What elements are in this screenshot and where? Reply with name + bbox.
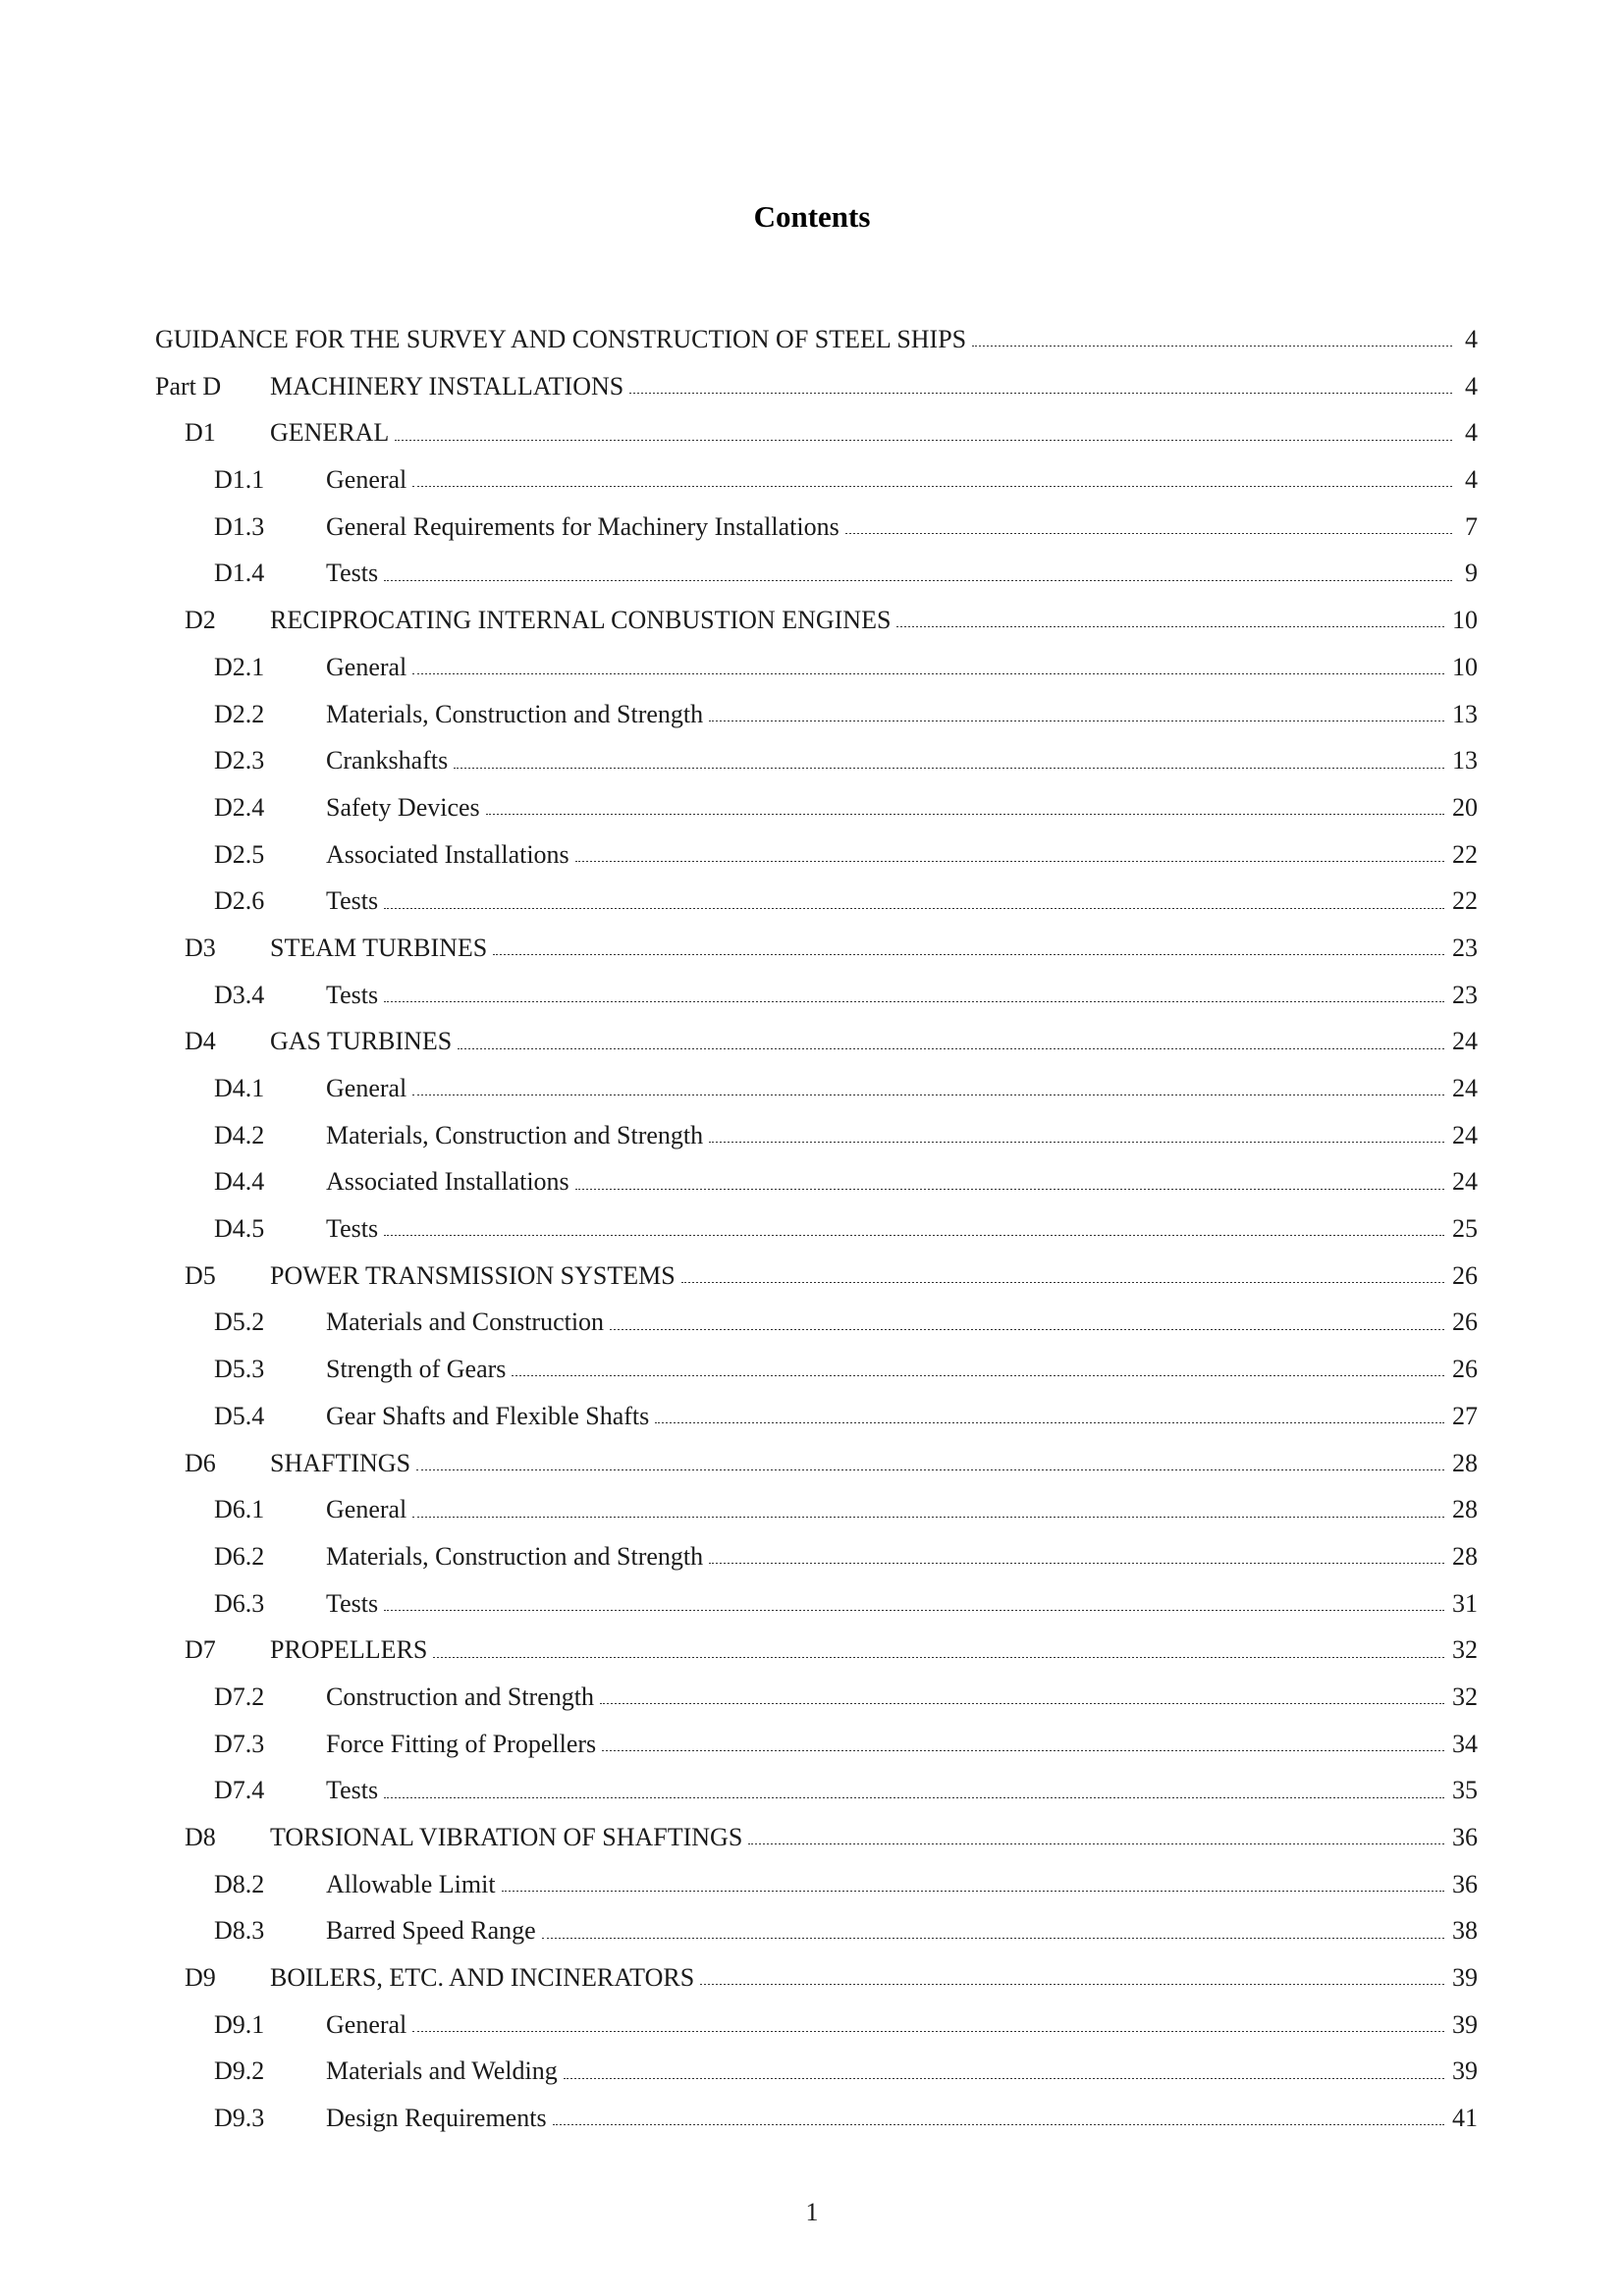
toc-entry-page: 10	[1452, 606, 1478, 635]
toc-entry-title: Materials, Construction and Strength	[326, 1120, 704, 1149]
page-number: 1	[805, 2198, 819, 2226]
toc-entry-number: D3	[185, 933, 216, 962]
toc-entry-title: Construction and Strength	[326, 1682, 594, 1711]
toc-entry-number: D4.5	[214, 1214, 265, 1244]
toc-entry-page: 32	[1452, 1635, 1478, 1665]
toc-entry-title: Allowable Limit	[326, 1869, 496, 1898]
toc-entry-page: 26	[1452, 1355, 1478, 1384]
toc-entry-title: POWER TRANSMISSION SYSTEMS	[270, 1260, 676, 1290]
toc-entry[interactable]	[155, 456, 1478, 504]
dot-leader	[845, 533, 1452, 534]
toc-entry-title: SHAFTINGS	[270, 1448, 411, 1477]
toc-entry-page: 36	[1452, 1823, 1478, 1851]
toc-entry[interactable]	[155, 1018, 1478, 1065]
toc-entry-number: D5.3	[214, 1355, 265, 1384]
toc-entry-title: TORSIONAL VIBRATION OF SHAFTINGS	[270, 1823, 743, 1851]
toc-entry-number: D3.4	[214, 980, 265, 1009]
toc-entry-page: 20	[1452, 792, 1478, 822]
toc-entry-page: 39	[1452, 2009, 1478, 2039]
toc-entry[interactable]	[155, 1393, 1478, 1440]
dot-leader	[384, 1001, 1444, 1002]
toc-entry-title: PROPELLERS	[270, 1635, 428, 1665]
dot-leader	[896, 626, 1444, 627]
toc-entry-page: 36	[1452, 1869, 1478, 1898]
toc-entry-page: 22	[1452, 839, 1478, 869]
dot-leader	[384, 1797, 1444, 1798]
dot-leader	[433, 1657, 1444, 1658]
page-title: Contents	[753, 199, 871, 234]
dot-leader	[384, 908, 1444, 909]
dot-leader	[542, 1938, 1444, 1939]
toc-entry-number: Part D	[155, 371, 222, 400]
toc-entry-number: D4	[185, 1027, 216, 1056]
toc-entry-number: D2.6	[214, 886, 265, 916]
toc-entry-title: Force Fitting of Propellers	[326, 1729, 597, 1758]
toc-entry-title: Materials and Welding	[326, 2056, 558, 2086]
toc-entry-page: 41	[1452, 2104, 1478, 2133]
dot-leader	[709, 1563, 1444, 1564]
toc-entry-page: 28	[1452, 1495, 1478, 1524]
toc-entry-title: Safety Devices	[326, 792, 480, 822]
toc-entry-title: Tests	[326, 1588, 379, 1618]
toc-entry-title: General	[326, 652, 407, 681]
toc-entry-title: General	[326, 1074, 407, 1102]
toc-entry[interactable]	[155, 1954, 1478, 2002]
toc-entry-number: D6.3	[214, 1588, 265, 1618]
toc-entry-number: D7.2	[214, 1682, 265, 1711]
toc-entry-number: D1	[185, 418, 216, 448]
toc-entry-number: D4.2	[214, 1120, 265, 1149]
toc-entry-title: General	[326, 2009, 407, 2039]
toc-entry-title: Associated Installations	[326, 1167, 569, 1197]
toc-entry[interactable]	[155, 1440, 1478, 1487]
toc-entry-number: D6.1	[214, 1495, 265, 1524]
toc-entry-title: MACHINERY INSTALLATIONS	[270, 371, 624, 400]
toc-entry-title: Tests	[326, 1776, 379, 1805]
dot-leader	[575, 1189, 1444, 1190]
dot-leader	[416, 1469, 1444, 1470]
toc-entry[interactable]	[155, 1627, 1478, 1674]
toc-entry-page: 35	[1452, 1776, 1478, 1805]
toc-entry-title: Gear Shafts and Flexible Shafts	[326, 1401, 650, 1430]
toc-entry-page: 24	[1452, 1027, 1478, 1056]
toc-entry-number: D7.3	[214, 1729, 265, 1758]
toc-entry-number: D9.1	[214, 2009, 265, 2039]
toc-entry-number: D9.2	[214, 2056, 265, 2086]
toc-entry[interactable]	[155, 1861, 1478, 1908]
toc-entry-title: GAS TURBINES	[270, 1027, 453, 1056]
toc-entry-title: RECIPROCATING INTERNAL CONBUSTION ENGINES	[270, 606, 892, 635]
toc-entry-title: General	[326, 465, 407, 495]
toc-entry[interactable]	[155, 1299, 1478, 1346]
toc-entry-page: 4	[1465, 371, 1478, 400]
toc-entry-number: D4.4	[214, 1167, 265, 1197]
toc-entry[interactable]	[155, 409, 1478, 456]
toc-entry-number: D8	[185, 1823, 216, 1851]
toc-entry-title: Tests	[326, 886, 379, 916]
toc-entry-page: 31	[1452, 1588, 1478, 1618]
toc-entry-page: 24	[1452, 1074, 1478, 1102]
toc-entry[interactable]	[155, 831, 1478, 879]
toc-entry[interactable]	[155, 550, 1478, 597]
toc-entry[interactable]	[155, 972, 1478, 1019]
toc-entry-title: Materials, Construction and Strength	[326, 1541, 704, 1571]
dot-leader	[602, 1750, 1444, 1751]
toc-entry-number: D2.2	[214, 699, 265, 728]
toc-entry[interactable]	[155, 1767, 1478, 1814]
dot-leader	[384, 1235, 1444, 1236]
toc-entry-number: D2.3	[214, 746, 265, 775]
dot-leader	[412, 486, 1452, 487]
toc-entry-number: D5	[185, 1260, 216, 1290]
toc-entry[interactable]	[155, 1346, 1478, 1393]
dot-leader	[412, 2031, 1444, 2032]
toc-entry[interactable]	[155, 1158, 1478, 1205]
toc-entry-title: GUIDANCE FOR THE SURVEY AND CONSTRUCTION OF STEEL SHIPS	[155, 325, 967, 353]
toc-entry[interactable]	[155, 1674, 1478, 1721]
dot-leader	[502, 1891, 1444, 1892]
toc-entry[interactable]	[155, 737, 1478, 784]
toc-entry-title: STEAM TURBINES	[270, 933, 488, 962]
toc-entry-page: 27	[1452, 1401, 1478, 1430]
toc-entry-page: 7	[1465, 511, 1478, 541]
toc-entry-number: D2.1	[214, 652, 265, 681]
toc-entry[interactable]	[155, 1533, 1478, 1580]
toc-entry-title: Crankshafts	[326, 746, 449, 775]
toc-entry-number: D8.2	[214, 1869, 265, 1898]
toc-entry-page: 4	[1465, 418, 1478, 448]
dot-leader	[700, 1984, 1444, 1985]
toc-entry[interactable]	[155, 504, 1478, 551]
dot-leader	[493, 954, 1444, 955]
toc-entry-number: D9.3	[214, 2104, 265, 2133]
toc-entry-number: D4.1	[214, 1074, 265, 1102]
toc-entry[interactable]	[155, 597, 1478, 644]
dot-leader	[655, 1422, 1444, 1423]
toc-entry-page: 4	[1465, 465, 1478, 495]
toc-entry[interactable]	[155, 1721, 1478, 1768]
dot-leader	[709, 1142, 1444, 1143]
toc-entry[interactable]	[155, 691, 1478, 738]
toc-entry-page: 4	[1465, 325, 1478, 353]
toc-entry-number: D1.3	[214, 511, 265, 541]
dot-leader	[384, 580, 1452, 581]
dot-leader	[748, 1843, 1444, 1844]
toc-entry-number: D5.4	[214, 1401, 265, 1430]
toc-entry[interactable]	[155, 2048, 1478, 2095]
toc-entry-number: D2.5	[214, 839, 265, 869]
dot-leader	[610, 1329, 1444, 1330]
toc-entry-title: Tests	[326, 559, 379, 588]
toc-entry[interactable]	[155, 1580, 1478, 1628]
toc-entry-number: D8.3	[214, 1916, 265, 1946]
toc-entry[interactable]	[155, 363, 1478, 410]
toc-entry-page: 24	[1452, 1167, 1478, 1197]
toc-entry-page: 23	[1452, 980, 1478, 1009]
toc-entry-page: 34	[1452, 1729, 1478, 1758]
dot-leader	[458, 1048, 1444, 1049]
toc-entry[interactable]	[155, 1814, 1478, 1861]
dot-leader	[600, 1703, 1444, 1704]
toc-entry[interactable]	[155, 1907, 1478, 1954]
dot-leader	[412, 1517, 1444, 1518]
toc-entry-page: 25	[1452, 1214, 1478, 1244]
dot-leader	[575, 861, 1444, 862]
toc-entry[interactable]	[155, 878, 1478, 925]
toc-entry-page: 28	[1452, 1448, 1478, 1477]
toc-entry-number: D1.1	[214, 465, 265, 495]
toc-entry-number: D9	[185, 1963, 216, 1993]
toc-entry-page: 13	[1452, 746, 1478, 775]
toc-entry[interactable]	[155, 1112, 1478, 1159]
toc-entry-number: D2	[185, 606, 216, 635]
dot-leader	[972, 346, 1452, 347]
toc-entry[interactable]	[155, 784, 1478, 831]
toc-entry[interactable]	[155, 925, 1478, 972]
dot-leader	[629, 393, 1452, 394]
toc-entry-page: 24	[1452, 1120, 1478, 1149]
toc-entry-title: Strength of Gears	[326, 1355, 507, 1384]
toc-entry[interactable]	[155, 2095, 1478, 2142]
toc-entry-title: General	[326, 1495, 407, 1524]
toc-entry[interactable]	[155, 1486, 1478, 1533]
dot-leader	[384, 1610, 1444, 1611]
toc-entry-page: 39	[1452, 1963, 1478, 1993]
dot-leader	[512, 1375, 1444, 1376]
dot-leader	[454, 768, 1444, 769]
toc-entry[interactable]	[155, 2002, 1478, 2049]
toc-entry-title: Barred Speed Range	[326, 1916, 536, 1946]
toc-entry-title: General Requirements for Machinery Installations	[326, 511, 839, 541]
table-of-contents	[155, 316, 1478, 2142]
toc-entry-number: D2.4	[214, 792, 265, 822]
toc-entry-page: 10	[1452, 652, 1478, 681]
toc-entry-title: BOILERS, ETC. AND INCINERATORS	[270, 1963, 695, 1993]
toc-entry-page: 22	[1452, 886, 1478, 916]
toc-entry-number: D7	[185, 1635, 216, 1665]
dot-leader	[564, 2078, 1444, 2079]
toc-entry[interactable]	[155, 1205, 1478, 1253]
dot-leader	[486, 814, 1444, 815]
toc-entry-number: D6.2	[214, 1541, 265, 1571]
toc-entry-title: GENERAL	[270, 418, 390, 448]
toc-entry-title: Tests	[326, 980, 379, 1009]
toc-entry-title: Associated Installations	[326, 839, 569, 869]
toc-entry-page: 26	[1452, 1260, 1478, 1290]
toc-entry-page: 9	[1465, 559, 1478, 588]
toc-entry-page: 38	[1452, 1916, 1478, 1946]
toc-entry-number: D6	[185, 1448, 216, 1477]
toc-entry-page: 26	[1452, 1308, 1478, 1337]
toc-entry-page: 23	[1452, 933, 1478, 962]
toc-entry[interactable]	[155, 316, 1478, 363]
dot-leader	[395, 440, 1452, 441]
toc-entry[interactable]	[155, 644, 1478, 691]
toc-entry[interactable]	[155, 1065, 1478, 1112]
toc-entry-page: 28	[1452, 1541, 1478, 1571]
toc-entry-page: 39	[1452, 2056, 1478, 2086]
dot-leader	[681, 1282, 1444, 1283]
toc-entry[interactable]	[155, 1253, 1478, 1300]
toc-entry-number: D5.2	[214, 1308, 265, 1337]
toc-entry-title: Design Requirements	[326, 2104, 547, 2133]
toc-entry-title: Materials and Construction	[326, 1308, 605, 1337]
toc-entry-page: 13	[1452, 699, 1478, 728]
dot-leader	[553, 2124, 1444, 2125]
toc-entry-number: D7.4	[214, 1776, 265, 1805]
toc-entry-title: Materials, Construction and Strength	[326, 699, 704, 728]
dot-leader	[412, 673, 1444, 674]
toc-entry-number: D1.4	[214, 559, 265, 588]
toc-entry-page: 32	[1452, 1682, 1478, 1711]
toc-entry-title: Tests	[326, 1214, 379, 1244]
